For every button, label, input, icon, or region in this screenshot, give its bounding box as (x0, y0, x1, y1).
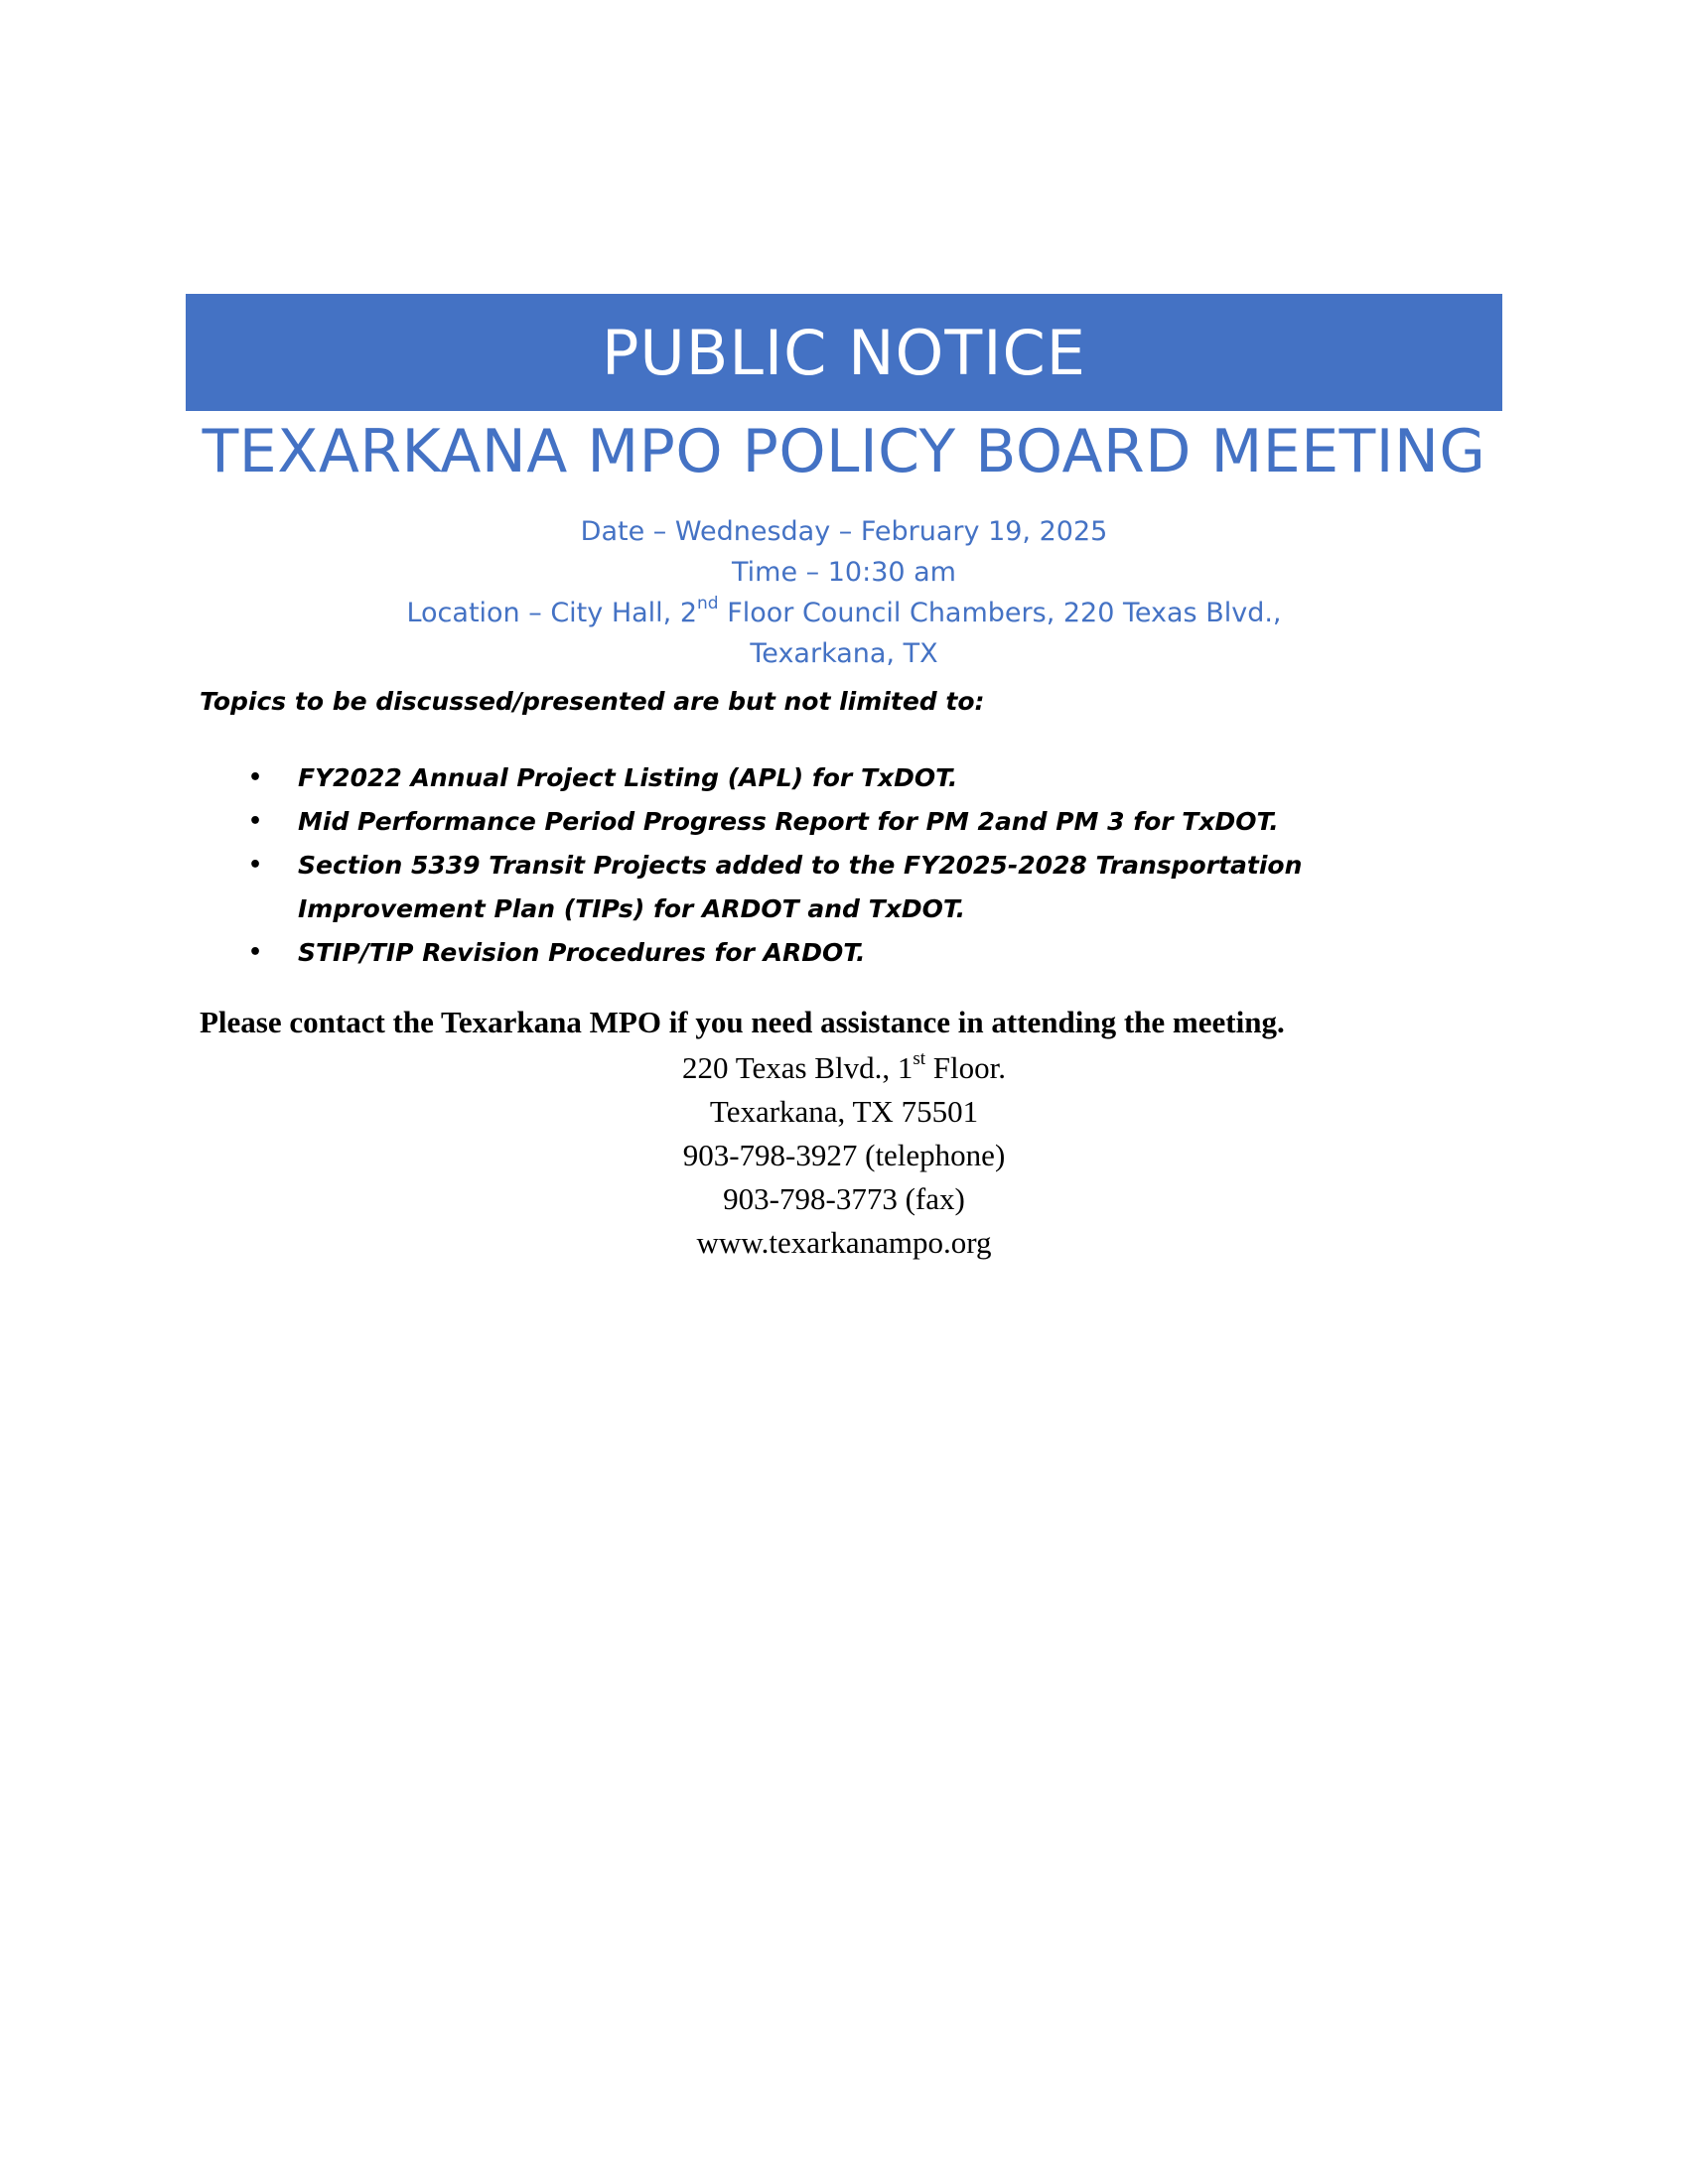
topic-item (248, 800, 1479, 844)
address-suffix: Floor. (925, 1050, 1006, 1085)
bullet-icon (248, 844, 262, 887)
topics-list (248, 756, 1479, 975)
address-prefix: 220 Texas Blvd., 1 (682, 1050, 914, 1085)
contact-address (186, 1046, 1502, 1090)
contact-telephone: 903-798-3927 (telephone) (682, 1138, 1006, 1172)
bullet-icon (248, 800, 262, 844)
bullet-icon (248, 931, 262, 975)
meeting-date: Date – Wednesday – February 19, 2025 (580, 516, 1108, 547)
contact-city: Texarkana, TX 75501 (709, 1094, 979, 1129)
public-notice-banner (186, 294, 1502, 411)
location-superscript: nd (697, 594, 719, 614)
topic-text: Mid Performance Period Progress Report for PM 2and PM 3 for TxDOT. (298, 807, 1279, 836)
contact-fax: 903-798-3773 (fax) (723, 1181, 965, 1216)
meeting-time: Time – 10:30 am (732, 557, 956, 588)
topic-text: FY2022 Annual Project Listing (APL) for TxDOT. (298, 763, 958, 792)
contact-block (186, 1046, 1502, 1265)
contact-website: www.texarkanampo.org (696, 1225, 992, 1260)
meeting-title: TEXARKANA MPO POLICY BOARD MEETING (202, 417, 1486, 486)
topic-text: Section 5339 Transit Projects added to the FY2025-2028 Transportation Improvement Plan (TIPs) for ARDOT and TxDOT. (298, 851, 1303, 923)
address-superscript: st (913, 1047, 926, 1069)
location-prefix: Location – City Hall, 2 (406, 598, 698, 628)
topic-text: STIP/TIP Revision Procedures for ARDOT. (298, 938, 866, 967)
meeting-location (186, 593, 1502, 633)
contact-heading: Please contact the Texarkana MPO if you need assistance in attending the meeting. (200, 1005, 1285, 1039)
meeting-location-city: Texarkana, TX (750, 638, 938, 669)
bullet-icon (248, 756, 262, 800)
meeting-details (186, 511, 1502, 674)
banner-title: PUBLIC NOTICE (602, 316, 1086, 389)
location-suffix: Floor Council Chambers, 220 Texas Blvd., (718, 598, 1282, 628)
topic-item (248, 931, 1479, 975)
topic-item (248, 756, 1479, 800)
topic-item (248, 844, 1479, 931)
topics-intro: Topics to be discussed/presented are but not limited to: (200, 687, 985, 716)
